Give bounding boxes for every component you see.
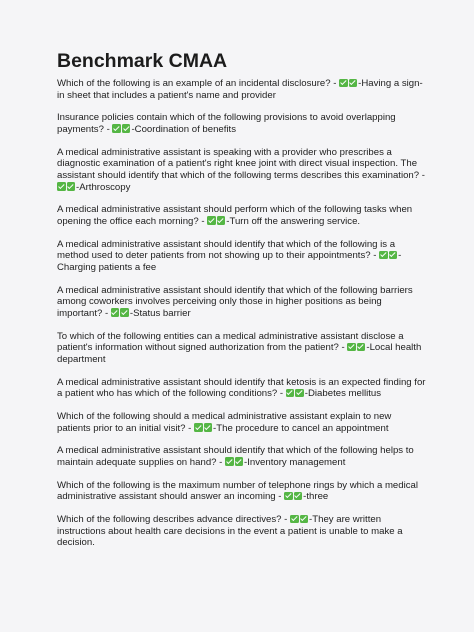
answer-marker <box>379 250 398 261</box>
question-separator: - <box>216 456 226 468</box>
answer-text: Coordination of benefits <box>134 123 237 135</box>
check-mark-icon <box>194 423 203 432</box>
check-mark-icon <box>290 515 299 524</box>
check-mark-icon <box>347 343 356 352</box>
question-separator: - <box>103 123 113 135</box>
qa-item <box>57 204 426 227</box>
check-mark-icon <box>111 308 120 317</box>
check-mark-icon <box>349 79 358 88</box>
answer-prefix: - <box>366 342 370 354</box>
answer-marker <box>207 216 226 227</box>
question-separator: - <box>419 169 425 181</box>
answer-text: Charging patients a fee <box>57 261 157 273</box>
check-mark-icon <box>294 492 303 501</box>
answer-prefix: - <box>213 422 217 434</box>
check-mark-icon <box>217 216 226 225</box>
check-mark-icon <box>67 182 76 191</box>
answer-prefix: - <box>129 307 134 319</box>
qa-item <box>57 78 426 101</box>
qa-item <box>57 514 426 549</box>
qa-item <box>57 377 426 400</box>
answer-marker <box>284 491 303 502</box>
question-separator: - <box>370 250 380 262</box>
check-mark-icon <box>112 124 121 133</box>
question-text: A medical administrative assistant is speaking with a provider who prescribes a diagnostic examination of a patient's right knee joint with direct visual inspection. The assistant should identify that which of the following terms describes this examination? <box>57 146 420 181</box>
qa-item <box>57 112 426 135</box>
question-separator: - <box>338 342 348 354</box>
question-separator: - <box>102 307 111 319</box>
check-mark-icon <box>204 423 213 432</box>
check-mark-icon <box>300 515 309 524</box>
question-text: A medical administrative assistant should identify that which of the following barriers among coworkers involves perceiving only those in higher positions as being important? <box>57 284 413 319</box>
qa-list <box>57 78 426 549</box>
answer-prefix: - <box>76 181 80 193</box>
check-mark-icon <box>357 343 366 352</box>
answer-text: Turn off the answering service. <box>229 215 361 227</box>
answer-prefix: - <box>244 456 248 468</box>
answer-prefix: - <box>398 250 402 262</box>
qa-item <box>57 147 426 193</box>
answer-marker <box>112 124 131 135</box>
answer-text: Arthroscopy <box>79 181 131 193</box>
question-text: A medical administrative assistant should identify that which of the following helps to maintain adequate supplies on hand? <box>57 445 414 468</box>
check-mark-icon <box>120 308 129 317</box>
question-text: Which of the following is the maximum number of telephone rings by which a medical administrative assistant should answer an incoming <box>57 479 419 503</box>
answer-text: Status barrier <box>133 307 191 319</box>
question-separator: - <box>330 78 340 89</box>
check-mark-icon <box>295 389 304 398</box>
qa-item <box>57 285 426 320</box>
question-text: Insurance policies contain which of the following provisions to avoid overlapping payments? <box>57 112 396 135</box>
check-mark-icon <box>225 457 234 466</box>
check-mark-icon <box>235 457 244 466</box>
question-separator: - <box>275 491 285 503</box>
answer-prefix: - <box>303 491 307 503</box>
qa-item <box>57 331 426 366</box>
check-mark-icon <box>207 216 216 225</box>
answer-marker <box>347 342 366 353</box>
check-mark-icon <box>57 182 66 191</box>
answer-text: Having a sign-in sheet that includes a patient's name and provider <box>57 78 423 101</box>
qa-item <box>57 239 426 274</box>
document-title: Benchmark CMAA <box>57 50 228 72</box>
answer-text: Inventory management <box>247 456 346 468</box>
check-mark-icon <box>339 79 348 88</box>
check-mark-icon <box>389 251 398 260</box>
answer-prefix: - <box>309 514 313 526</box>
question-text: Which of the following is an example of an incidental disclosure? <box>57 78 331 89</box>
qa-item <box>57 480 426 503</box>
answer-text: Diabetes mellitus <box>308 388 382 400</box>
question-text: To which of the following entities can a medical administrative assistant disclose a patient's information without signed authorization from the patient? <box>57 330 404 354</box>
answer-marker <box>194 423 213 434</box>
check-mark-icon <box>286 389 295 398</box>
answer-prefix: - <box>304 388 308 400</box>
question-text: A medical administrative assistant should perform which of the following tasks when opening the office each morning? <box>57 204 413 227</box>
question-text: A medical administrative assistant should identify that which of the following is a method used to deter patients from not showing up to their appointments? <box>57 238 396 262</box>
question-text: Which of the following describes advance directives? <box>57 514 282 526</box>
answer-prefix: - <box>358 78 362 89</box>
answer-text: They are written instructions about health care decisions in the event a patient is unable to make a decision. <box>57 514 403 549</box>
answer-marker <box>111 308 130 319</box>
answer-text: Local health department <box>57 342 422 365</box>
qa-item <box>57 411 426 434</box>
answer-prefix: - <box>226 215 230 227</box>
answer-prefix: - <box>131 123 135 135</box>
answer-marker <box>57 182 76 193</box>
answer-text: three <box>306 491 329 503</box>
question-text: A medical administrative assistant should identify that ketosis is an expected finding for a patient who has which of the following conditions? <box>57 376 426 400</box>
answer-marker <box>339 78 358 89</box>
check-mark-icon <box>379 251 388 260</box>
question-separator: - <box>281 514 291 526</box>
qa-item <box>57 445 426 468</box>
question-separator: - <box>198 215 208 227</box>
check-mark-icon <box>122 124 131 133</box>
question-separator: - <box>185 422 195 434</box>
answer-text: The procedure to cancel an appointment <box>216 422 389 434</box>
question-text: Which of the following should a medical administrative assistant explain to new patients prior to an initial visit? <box>57 410 392 434</box>
answer-marker <box>286 388 305 399</box>
question-separator: - <box>277 388 286 400</box>
check-mark-icon <box>284 492 293 501</box>
answer-marker <box>225 457 244 468</box>
answer-marker <box>290 514 309 525</box>
